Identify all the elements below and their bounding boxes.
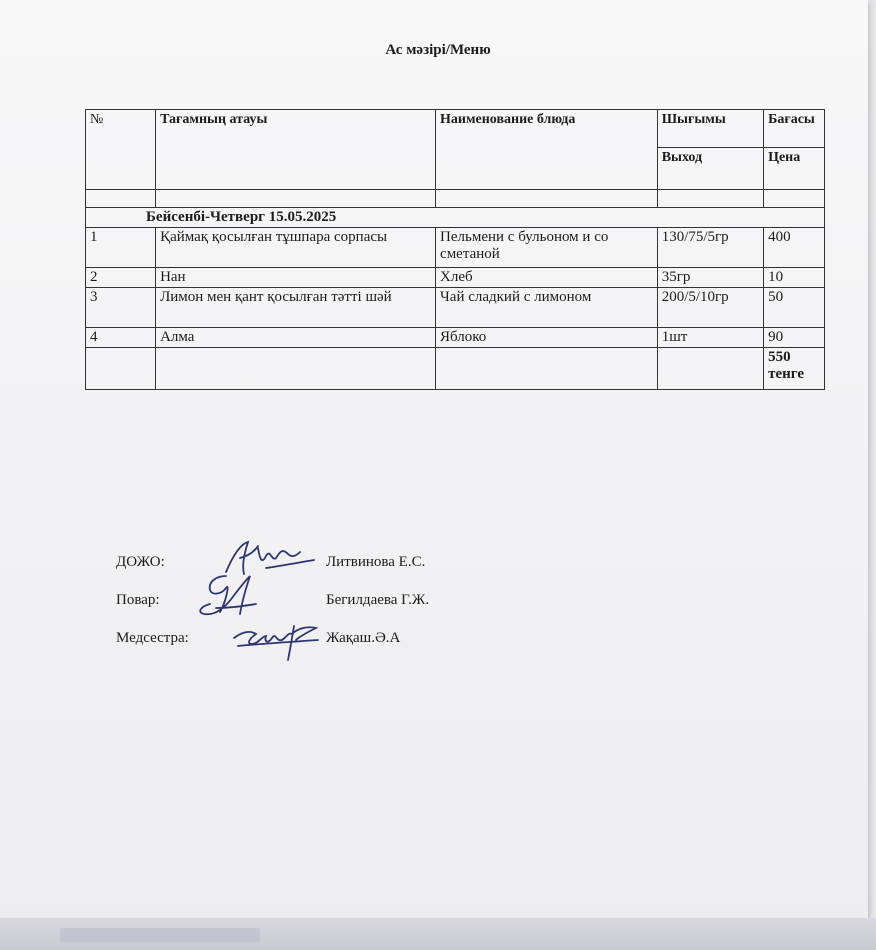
signature-row (116, 624, 616, 662)
header-name-kz: Тағамның атауы (156, 110, 436, 190)
table-row (86, 228, 825, 268)
header-name-ru: Наименование блюда (436, 110, 658, 190)
document-title: Ас мәзірі/Меню (385, 42, 491, 58)
desk-object (60, 928, 260, 942)
row-name-kz: Алма (156, 328, 436, 348)
row-number: 1 (86, 228, 156, 268)
signature-role: ДОЖО: (116, 554, 165, 570)
total-row (86, 348, 825, 390)
signature-name: Бегилдаева Г.Ж. (326, 592, 430, 608)
row-name-ru: Яблоко (436, 328, 658, 348)
row-output: 200/5/10гр (657, 288, 763, 328)
row-name-kz: Нан (156, 268, 436, 288)
signature-name: Жақаш.Ә.А (326, 630, 401, 646)
row-output: 35гр (657, 268, 763, 288)
row-number: 4 (86, 328, 156, 348)
header-output-kz: Шығымы (657, 110, 763, 148)
row-price: 10 (764, 268, 825, 288)
row-name-ru: Хлеб (436, 268, 658, 288)
row-name-ru: Пельмени с бульоном и со сметаной (436, 228, 658, 268)
header-price-kz: Бағасы (764, 110, 825, 148)
table-row (86, 268, 825, 288)
row-output: 1шт (657, 328, 763, 348)
table-row (86, 328, 825, 348)
header-price-ru: Цена (764, 148, 825, 190)
signature-role: Повар: (116, 592, 160, 608)
signature-block (116, 548, 616, 662)
row-number: 3 (86, 288, 156, 328)
signature-mark (228, 614, 328, 664)
signature-role: Медсестра: (116, 630, 189, 646)
header-output-ru: Выход (657, 148, 763, 190)
table-header-row (86, 110, 825, 148)
row-price: 90 (764, 328, 825, 348)
row-number: 2 (86, 268, 156, 288)
signature-row (116, 586, 616, 624)
day-row (86, 208, 825, 228)
signature-name: Литвинова Е.С. (326, 554, 426, 570)
row-name-ru: Чай сладкий с лимоном (436, 288, 658, 328)
row-name-kz: Лимон мен қант қосылған тәтті шәй (156, 288, 436, 328)
row-output: 130/75/5гр (657, 228, 763, 268)
row-price: 50 (764, 288, 825, 328)
header-number: № (86, 110, 156, 190)
row-price: 400 (764, 228, 825, 268)
row-name-kz: Қаймақ қосылған тұшпара сорпасы (156, 228, 436, 268)
menu-table (85, 109, 825, 390)
day-label: Бейсенбі-Четверг 15.05.2025 (86, 208, 825, 228)
spacer-row (86, 190, 825, 208)
total-price: 550 тенге (764, 348, 825, 390)
table-row (86, 288, 825, 328)
